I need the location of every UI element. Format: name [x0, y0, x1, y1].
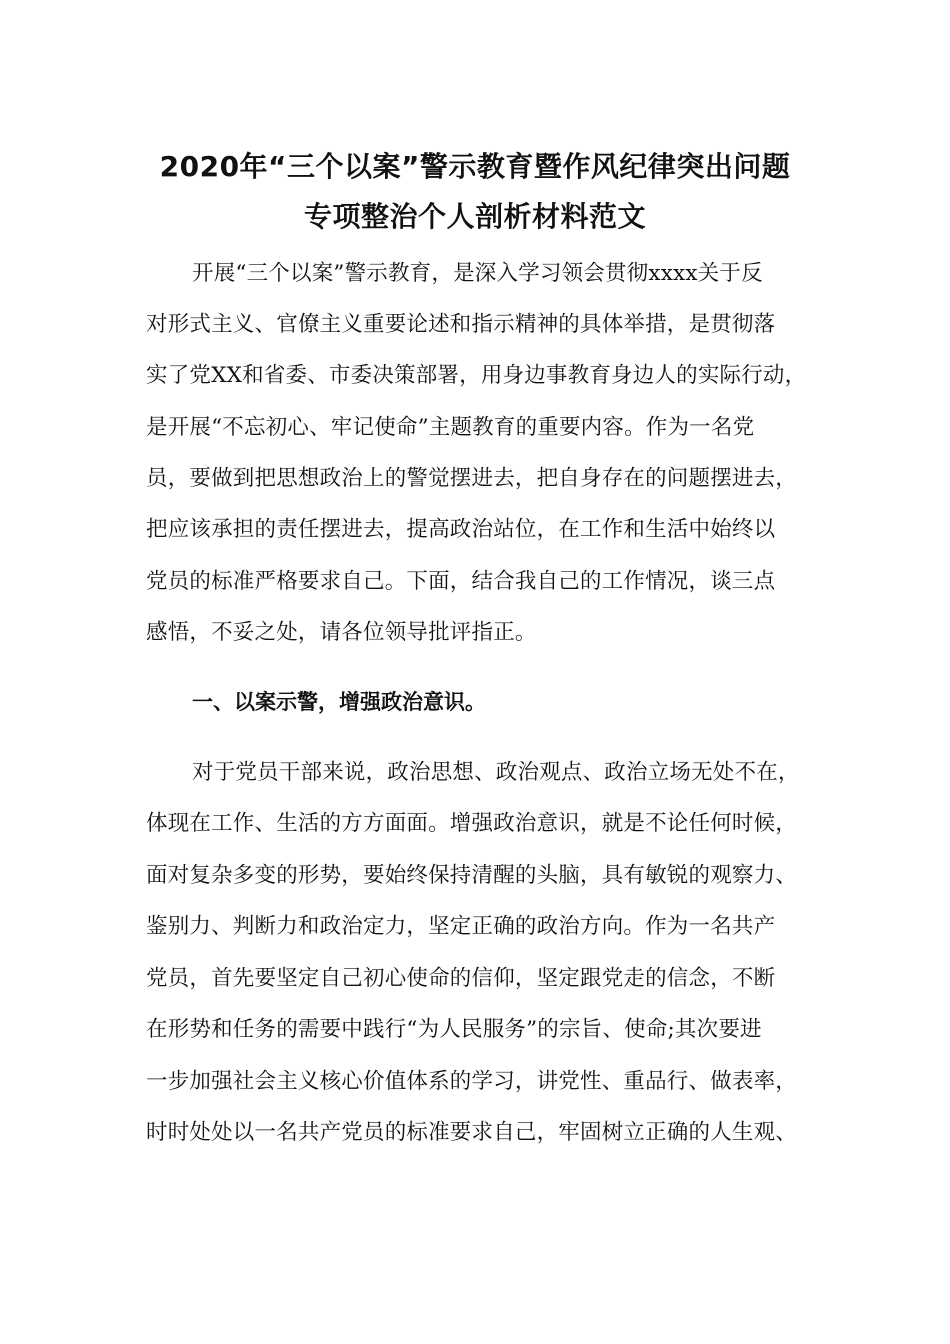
paragraph-line: 对形式主义、官僚主义重要论述和指示精神的具体举措，是贯彻落 — [146, 312, 776, 337]
document-title-line-2: 专项整治个人剖析材料范文 — [303, 200, 646, 233]
paragraph-line: 党员，首先要坚定自己初心使命的信仰，坚定跟党走的信念，不断 — [146, 966, 776, 991]
section-heading: 一、以案示警，增强政治意识。 — [192, 690, 486, 714]
paragraph-line: 面对复杂多变的形势，要始终保持清醒的头脑，具有敏锐的观察力、 — [146, 863, 798, 888]
paragraph-line: 鉴别力、判断力和政治定力，坚定正确的政治方向。作为一名共产 — [146, 914, 776, 939]
paragraph-line: 体现在工作、生活的方方面面。增强政治意识，就是不论任何时候， — [146, 811, 798, 836]
paragraph-line: 一步加强社会主义核心价值体系的学习，讲党性、重品行、做表率， — [146, 1069, 798, 1094]
paragraph-line: 党员的标准严格要求自己。下面，结合我自己的工作情况，谈三点 — [146, 569, 776, 594]
paragraph-line: 开展“三个以案”警示教育，是深入学习领会贯彻xxxx关于反 — [192, 261, 763, 286]
paragraph-line: 对于党员干部来说，政治思想、政治观点、政治立场无处不在， — [192, 760, 800, 785]
paragraph-line: 在形势和任务的需要中践行“为人民服务”的宗旨、使命;其次要进 — [146, 1017, 762, 1042]
paragraph-line: 感悟，不妥之处，请各位领导批评指正。 — [146, 620, 537, 645]
paragraph-line: 把应该承担的责任摆进去，提高政治站位，在工作和生活中始终以 — [146, 517, 776, 542]
document-title-line-1: 2020年“三个以案”警示教育暨作风纪律突出问题 — [159, 150, 791, 183]
paragraph-line: 员，要做到把思想政治上的警觉摆进去，把自身存在的问题摆进去， — [146, 466, 798, 491]
paragraph-line: 是开展“不忘初心、牢记使命”主题教育的重要内容。作为一名党 — [146, 415, 755, 440]
paragraph-line: 实了党XX和省委、市委决策部署，用身边事教育身边人的实际行动， — [146, 363, 807, 388]
paragraph-line: 时时处处以一名共产党员的标准要求自己，牢固树立正确的人生观、 — [146, 1120, 798, 1145]
